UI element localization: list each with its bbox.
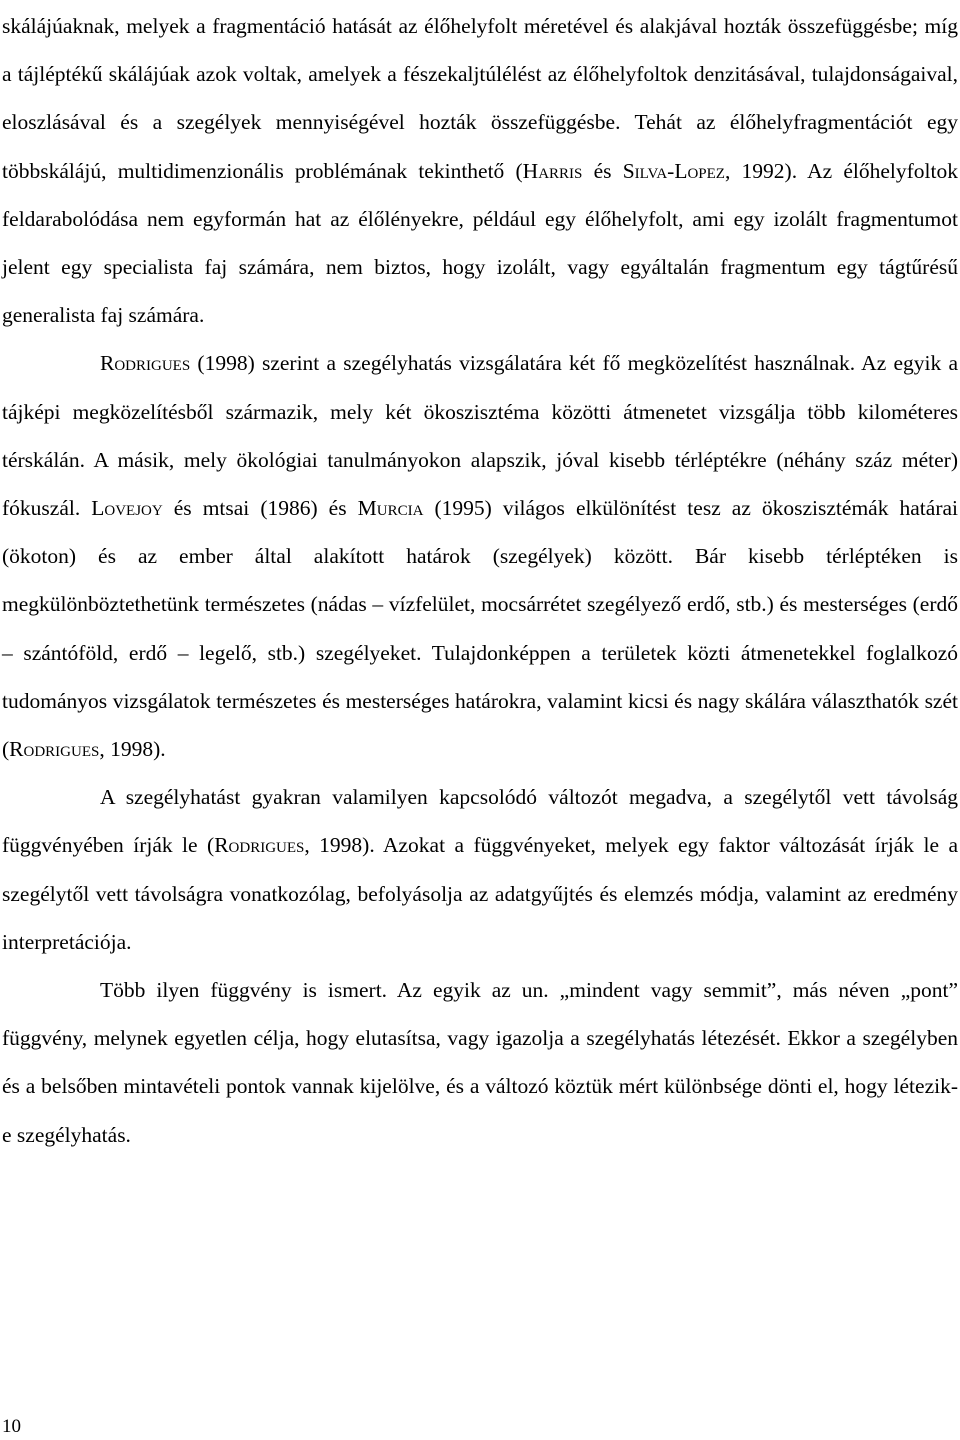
text-run: és mtsai (1986) és — [162, 496, 358, 521]
paragraph — [2, 339, 958, 773]
page-number: 10 — [2, 1416, 21, 1437]
text-run: A szegélyhatást gyakran valamilyen kapcsolódó változót megadva, a szegélytől vett távolság függvényében írják le ( — [2, 785, 958, 858]
paragraph — [2, 966, 958, 1159]
author-name: Murcia — [357, 496, 424, 521]
author-name: Rodrigues — [9, 737, 100, 762]
author-name: Rodrigues — [100, 351, 191, 376]
author-name: Silva-Lopez — [622, 158, 725, 183]
text-run: és — [582, 158, 623, 183]
body-text — [2, 2, 958, 1159]
author-name: Lovejoy — [91, 496, 163, 521]
author-name: Rodrigues — [214, 833, 305, 858]
text-run: Több ilyen függvény is ismert. Az egyik az un. „mindent vagy semmit”, más néven „pont” függvény, melynek egyetlen célja, hogy elutasítsa, vagy igazolja a szegélyhatás létezését. Ekkor a szegélyben és a belsőben mintavételi pontok vannak kijelölve, és a változó köztük mért különbsége dönti el, hogy létezik-e szegélyhatás. — [2, 978, 958, 1147]
text-run: , 1992). Az élőhelyfoltok feldarabolódása nem egyformán hat az élőlényekre, például egy élőhelyfolt, ami egy izolált fragmentumot jelent egy specialista faj számára, nem biztos, hogy izolált, vagy egyáltalán fragmentum egy tágtűrésű generalista faj számára. — [2, 158, 958, 328]
text-run: (1995) világos elkülönítést tesz az ökoszisztémák határai (ökoton) és az ember által alakított határok (szegélyek) között. Bár kisebb térléptéken is megkülönböztethetünk természetes (nádas – vízfelület, mocsárrétet szegélyező erdő, stb.) és mesterséges (erdő – szántóföld, erdő – legelő, stb.) szegélyeket. Tulajdonképpen a területek közti átmenetekkel foglalkozó tudományos vizsgálatok természetes és mesterséges határokra, valamint kicsi és nagy skálára választhatók szét ( — [2, 496, 958, 762]
text-run: (1998) szerint a szegélyhatás vizsgálatára két fő megközelítést használnak. Az egyik a tájképi megközelítésből származik, mely két ökoszisztéma közötti átmenetet vizsgálja több kilométeres térskálán. A másik, mely ökológiai tanulmányokon alapszik, jóval kisebb térléptékre (néhány száz méter) fókuszál. — [2, 351, 958, 521]
author-name: Harris — [522, 158, 583, 183]
text-run: , 1998). — [99, 737, 166, 762]
paragraph — [2, 2, 958, 339]
text-run: skálájúaknak, melyek a fragmentáció hatását az élőhelyfolt méretével és alakjával hozták összefüggésbe; míg a tájléptékű skálájúak azok voltak, amelyek a fészekaljtúlélést az élőhelyfoltok denzitásával, tulajdonságaival, eloszlásával és a szegélyek mennyiségével hozták összefüggésbe. Tehát az élőhelyfragmentációt egy többskálájú, multidimenzionális problémának tekinthető ( — [2, 14, 958, 183]
paragraph — [2, 773, 958, 966]
text-run: , 1998). Azokat a függvényeket, melyek egy faktor változását írják le a szegélytől vett távolságra vonatkozólag, befolyásolja az adatgyűjtés és elemzés módja, valamint az eredmény interpretációja. — [2, 833, 958, 954]
